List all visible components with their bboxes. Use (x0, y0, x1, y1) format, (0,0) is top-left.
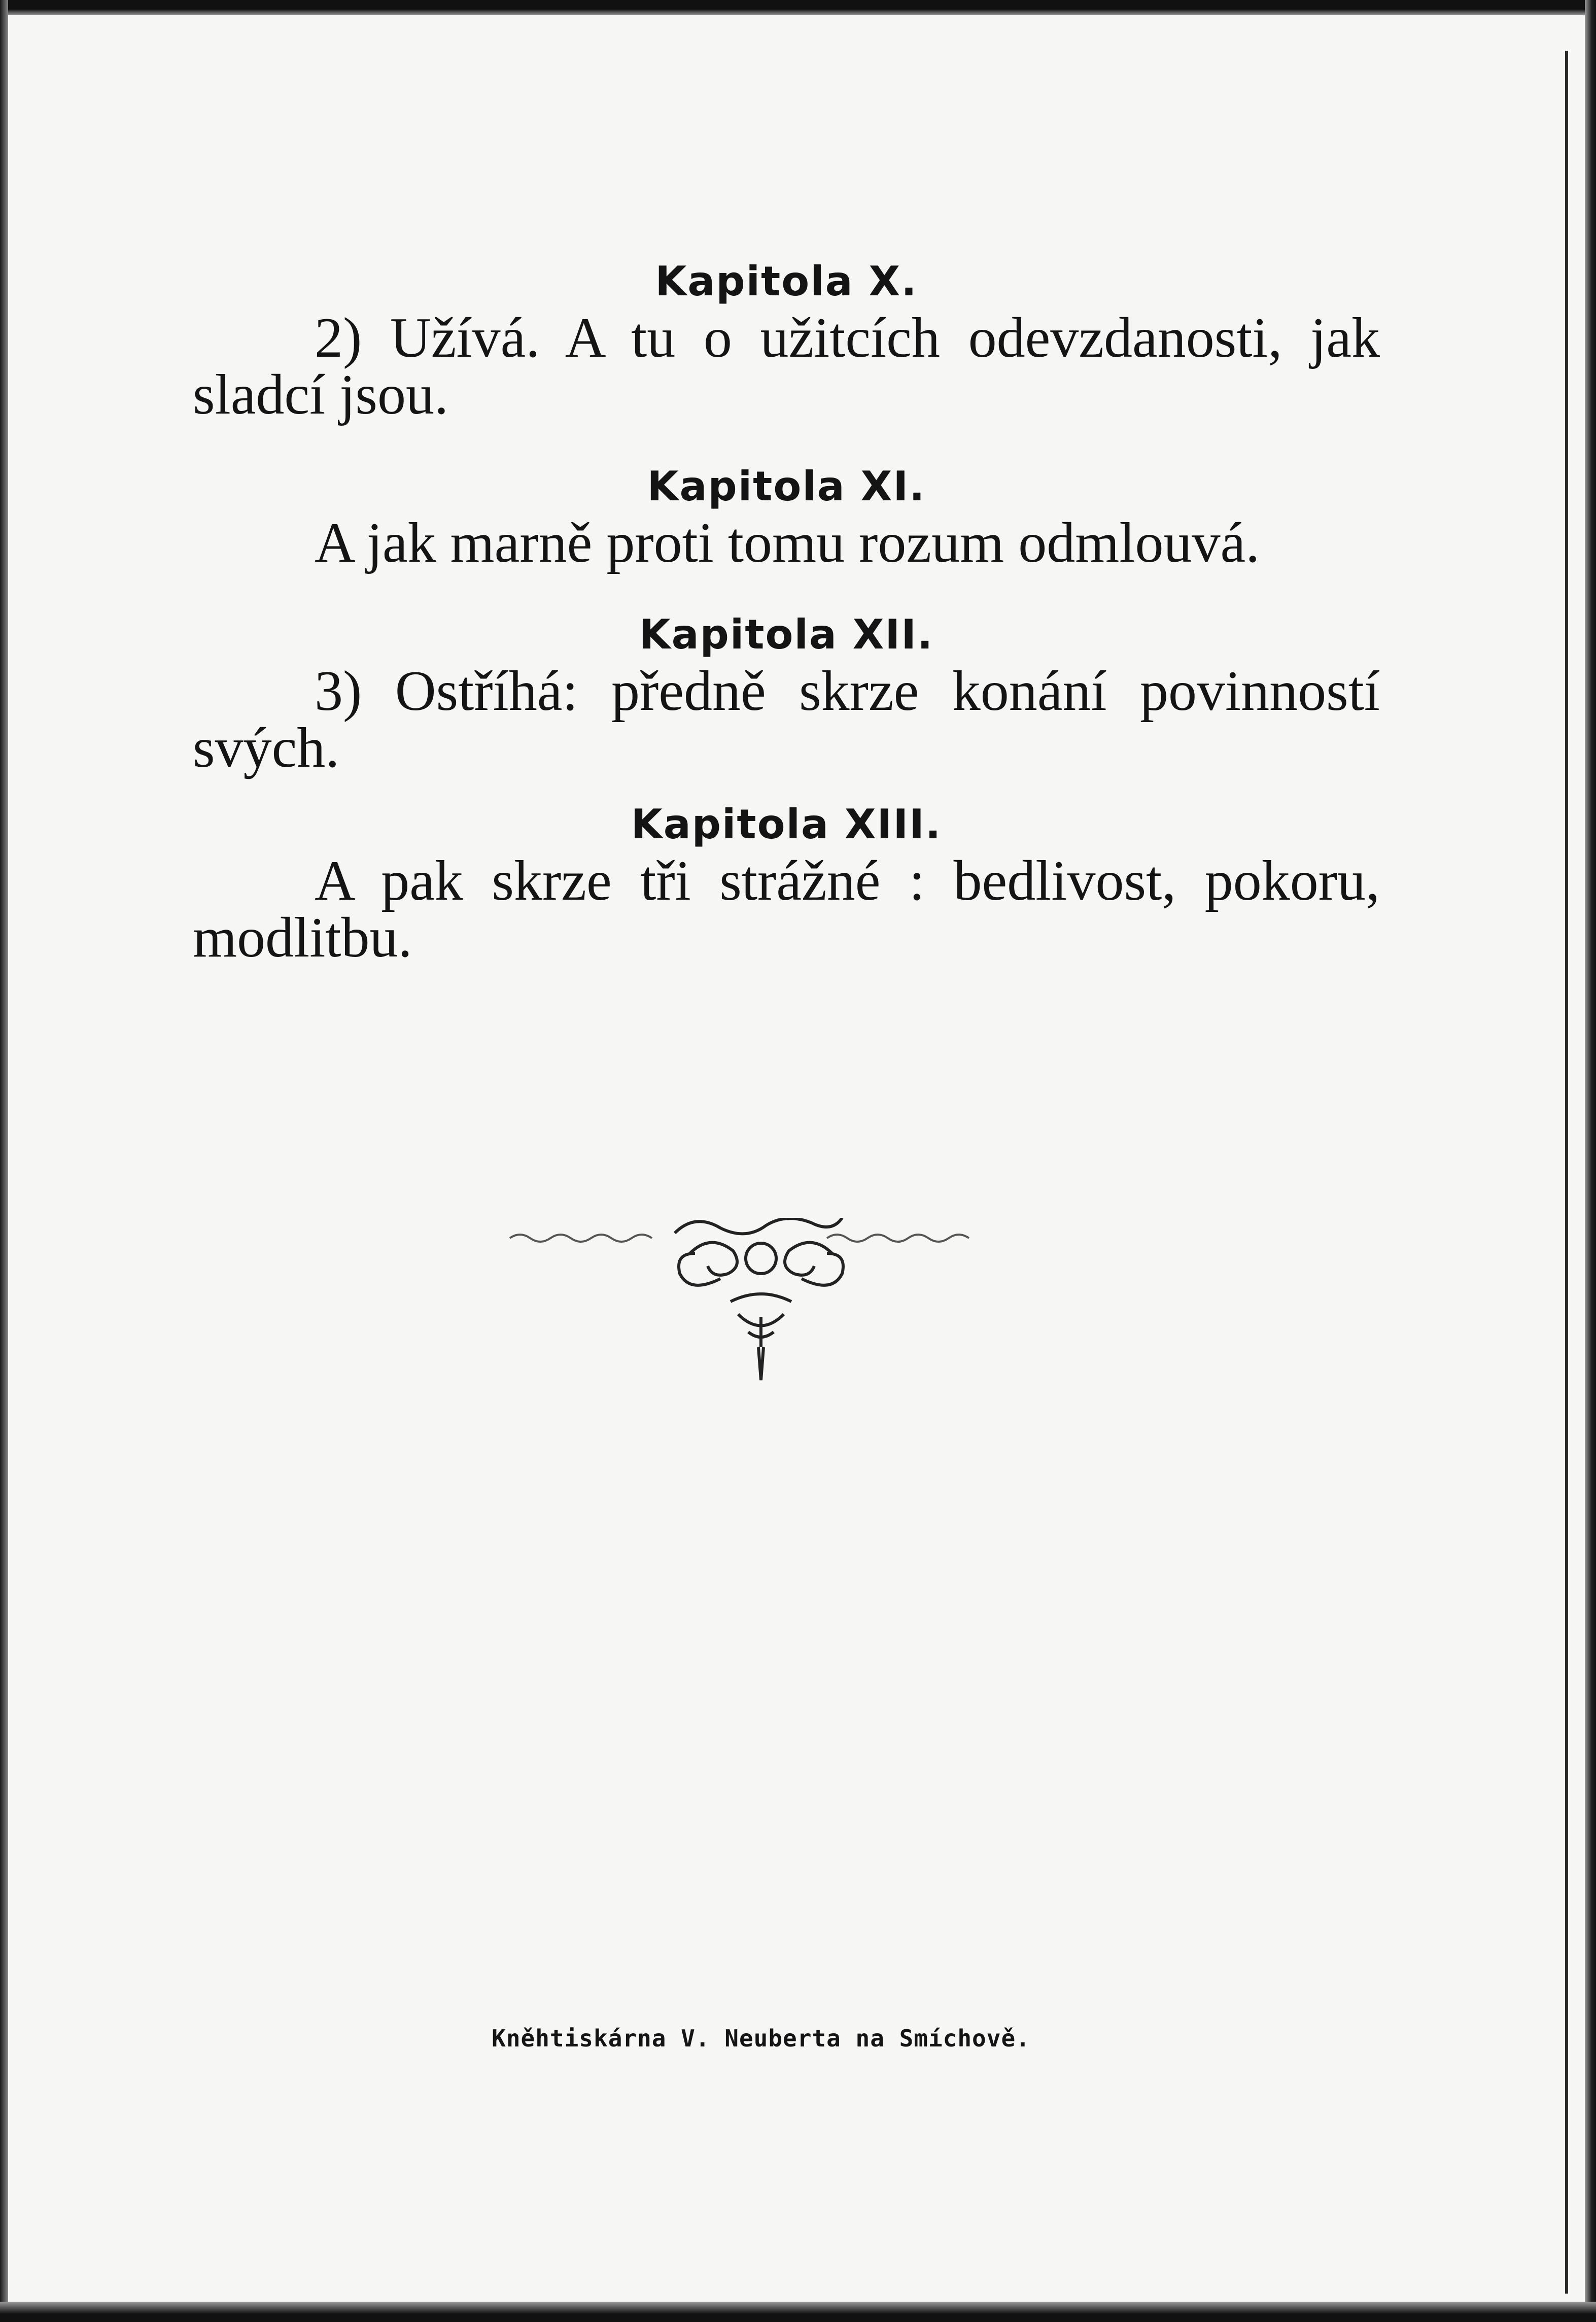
scan-edge-bottom (0, 2302, 1596, 2322)
chapter-summary: A pak skrze tři strážné : bedlivost, pokoru, modlitbu. (193, 849, 1380, 969)
printer-ornament-icon (507, 1218, 1015, 1385)
chapter-heading: Kapitola XI. (647, 463, 926, 510)
chapter-heading: Kapitola XII. (639, 611, 934, 658)
chapter-summary: A jak marně proti tomu rozum odmlouvá. (315, 511, 1260, 574)
scan-edge-left (0, 0, 8, 2322)
scan-edge-top (0, 0, 1596, 15)
printer-imprint: Kněhtiskárna V. Neuberta na Smíchově. (492, 2025, 1030, 2052)
chapter-summary: 2) Užívá. A tu o užitcích odevzdanosti, jak sladcí jsou. (193, 306, 1380, 426)
scan-edge-right (1585, 0, 1596, 2322)
scan-edge-line (1565, 51, 1568, 2294)
chapter-heading: Kapitola XIII. (631, 801, 942, 848)
table-of-contents (193, 254, 1380, 969)
chapter-heading: Kapitola X. (655, 258, 918, 305)
chapter-summary: 3) Ostříhá: předně skrze konání povinností svých. (193, 660, 1380, 779)
